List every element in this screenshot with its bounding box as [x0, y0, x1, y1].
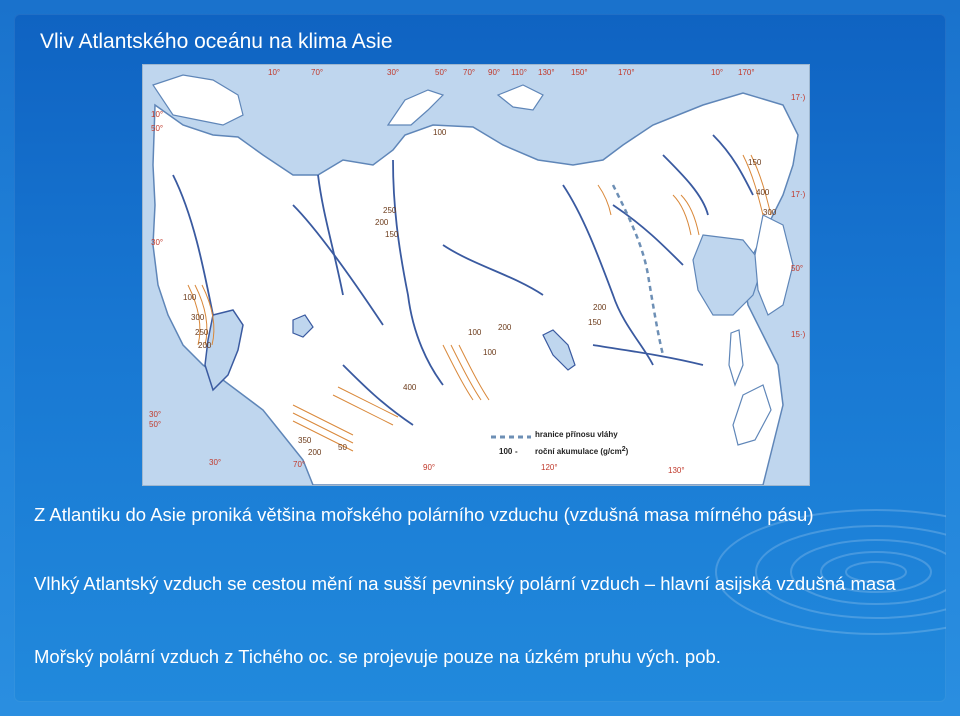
svg-text:400: 400	[403, 383, 417, 392]
legend-isoline-sample: 100	[499, 447, 513, 456]
svg-text:130°: 130°	[668, 466, 685, 475]
svg-text:15·): 15·)	[791, 330, 806, 339]
svg-text:50: 50	[338, 443, 347, 452]
svg-text:50°: 50°	[151, 124, 164, 133]
svg-text:170°: 170°	[618, 68, 635, 77]
svg-text:350: 350	[298, 436, 312, 445]
legend-isoline-label: roční akumulace $(g/cm^2)$	[535, 445, 629, 456]
svg-text:100: 100	[433, 128, 447, 137]
svg-text:250: 250	[383, 206, 397, 215]
svg-text:30°: 30°	[149, 410, 162, 419]
slide-title: Vliv Atlantského oceánu na klima Asie	[40, 30, 393, 53]
svg-text:10°: 10°	[151, 110, 164, 119]
svg-text:120°: 120°	[541, 463, 558, 472]
svg-text:90°: 90°	[488, 68, 501, 77]
svg-text:-: -	[515, 447, 518, 456]
svg-text:70°: 70°	[311, 68, 324, 77]
svg-text:70°: 70°	[293, 460, 306, 469]
svg-text:150: 150	[385, 230, 399, 239]
svg-text:200: 200	[198, 341, 212, 350]
svg-text:100: 100	[183, 293, 197, 302]
svg-text:400: 400	[756, 188, 770, 197]
svg-text:150: 150	[748, 158, 762, 167]
svg-text:50°: 50°	[149, 420, 162, 429]
svg-text:110°: 110°	[511, 68, 527, 77]
map-canvas	[143, 65, 809, 485]
svg-text:90°: 90°	[423, 463, 436, 472]
svg-text:50°: 50°	[435, 68, 448, 77]
svg-text:130°: 130°	[538, 68, 555, 77]
climate-map	[142, 64, 810, 486]
svg-text:150: 150	[588, 318, 602, 327]
svg-text:50°: 50°	[791, 264, 804, 273]
paragraph-continental-air: Vlhký Atlantský vzduch se cestou mění na sušší pevninský polární vzduch – hlavní asijská vzdušná masa	[34, 573, 896, 594]
svg-text:200: 200	[593, 303, 607, 312]
svg-text:17·): 17·)	[791, 190, 806, 199]
svg-text:70°: 70°	[463, 68, 476, 77]
svg-text:150°: 150°	[571, 68, 588, 77]
svg-text:200: 200	[308, 448, 322, 457]
svg-text:17·): 17·)	[791, 93, 806, 102]
paragraph-pacific-air: Mořský polární vzduch z Tichého oc. se projevuje pouze na úzkém pruhu vých. pob.	[34, 646, 721, 667]
svg-text:10°: 10°	[268, 68, 281, 77]
svg-text:300: 300	[191, 313, 205, 322]
svg-text:30°: 30°	[209, 458, 222, 467]
svg-text:250: 250	[195, 328, 209, 337]
svg-text:10°: 10°	[711, 68, 724, 77]
legend-boundary-label: hranice přínosu vláhy	[535, 430, 618, 439]
paragraph-atlantic-air: Z Atlantiku do Asie proniká většina mořského polárního vzduchu (vzdušná masa mírného pásu)	[34, 504, 814, 525]
svg-text:170°: 170°	[738, 68, 755, 77]
svg-text:100: 100	[483, 348, 497, 357]
svg-text:200: 200	[375, 218, 389, 227]
svg-text:300: 300	[763, 208, 777, 217]
svg-text:100: 100	[468, 328, 482, 337]
svg-text:200: 200	[498, 323, 512, 332]
svg-text:30°: 30°	[387, 68, 400, 77]
svg-text:30°: 30°	[151, 238, 164, 247]
